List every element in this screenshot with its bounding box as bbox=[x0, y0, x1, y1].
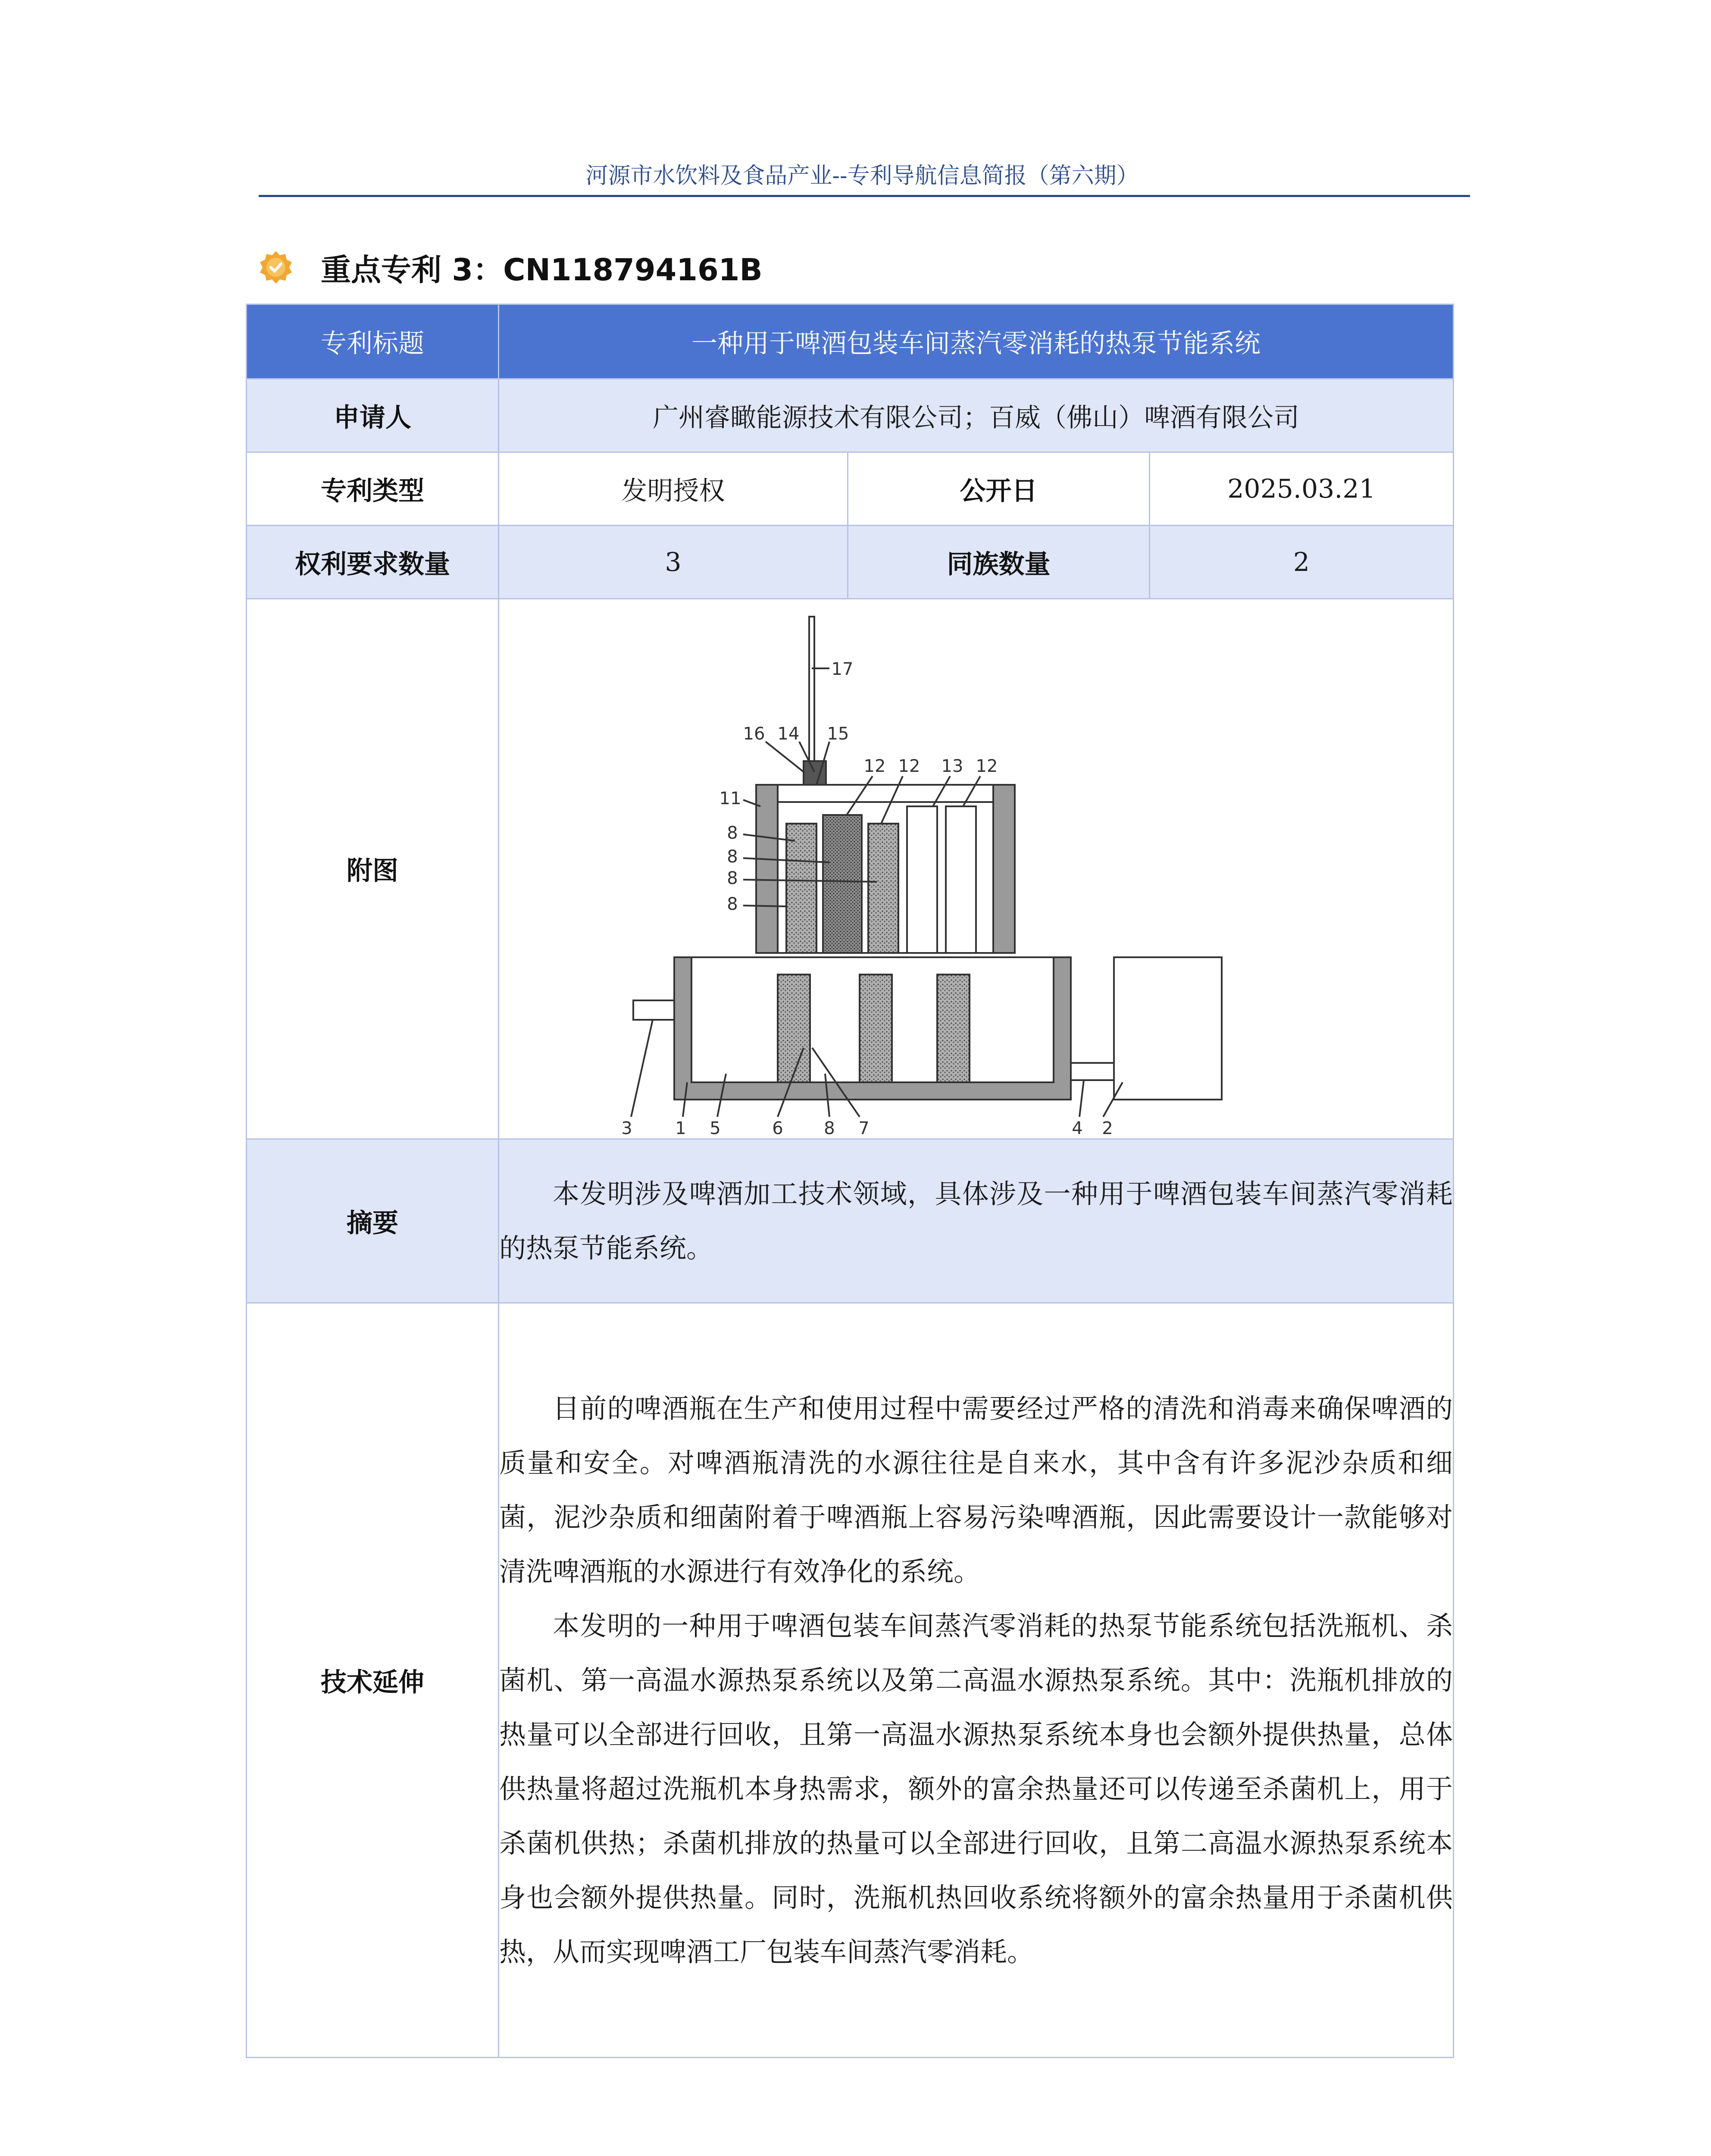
row-abstract bbox=[247, 1139, 1454, 1303]
type-value: 发明授权 bbox=[499, 452, 848, 526]
lower-filter-6 bbox=[778, 975, 810, 1082]
fig-label-8c: 8 bbox=[727, 868, 738, 888]
fig-label-7: 7 bbox=[858, 1119, 870, 1138]
lower-filter-7 bbox=[860, 975, 892, 1082]
tech-label: 技术延伸 bbox=[247, 1303, 499, 2058]
fig-label-6: 6 bbox=[772, 1119, 783, 1138]
fig-label-14: 14 bbox=[777, 724, 800, 744]
fig-label-4: 4 bbox=[1072, 1119, 1083, 1138]
patent-drawing bbox=[502, 599, 1450, 1138]
fig-label-12a: 12 bbox=[863, 756, 886, 776]
figure-cell bbox=[499, 599, 1454, 1139]
filter-column-8c bbox=[868, 824, 898, 953]
family-value: 2 bbox=[1150, 526, 1454, 599]
family-label: 同族数量 bbox=[848, 526, 1150, 599]
fig-label-13: 13 bbox=[941, 756, 963, 776]
fig-label-16: 16 bbox=[743, 724, 765, 744]
fig-label-5: 5 bbox=[710, 1119, 721, 1138]
fig-label-1: 1 bbox=[675, 1119, 686, 1138]
fig-label-15: 15 bbox=[827, 724, 849, 744]
row-claims bbox=[247, 526, 1454, 599]
fig-label-17: 17 bbox=[831, 659, 854, 679]
tech-paragraph-2: 本发明的一种用于啤酒包装车间蒸汽零消耗的热泵节能系统包括洗瓶机、杀菌机、第一高温水源热泵系统以及第二高温水源热泵系统。其中：洗瓶机排放的热量可以全部进行回收，且第一高温水源热泵系统本身也会额外提供热量，总体供热量将超过洗瓶机本身热需求，额外的富余热量还可以传递至杀菌机上，用于杀菌机供热；杀菌机排放的热量可以全部进行回收，且第二高温水源热泵系统本身也会额外提供热量。同时，洗瓶机热回收系统将额外的富余热量用于杀菌机供热，从而实现啤酒工厂包装车间蒸汽零消耗。 bbox=[499, 1610, 1453, 1968]
tech-cell bbox=[499, 1303, 1454, 2058]
top-cover bbox=[778, 785, 993, 802]
type-label: 专利类型 bbox=[247, 452, 499, 526]
fig-label-8a: 8 bbox=[727, 823, 738, 843]
fig-label-3: 3 bbox=[621, 1119, 632, 1138]
fig-label-8b: 8 bbox=[727, 847, 738, 867]
row-tech-extension bbox=[247, 1303, 1454, 2058]
header-rule bbox=[259, 195, 1470, 197]
filter-column-8a bbox=[786, 824, 816, 953]
outlet-pipe-4 bbox=[1071, 1063, 1114, 1080]
applicant-label: 申请人 bbox=[247, 379, 499, 452]
row-patent-type bbox=[247, 452, 1454, 526]
figure-label: 附图 bbox=[247, 599, 499, 1139]
abstract-label: 摘要 bbox=[247, 1139, 499, 1303]
row-figure bbox=[247, 599, 1454, 1139]
applicant-value: 广州睿瞰能源技术有限公司；百威（佛山）啤酒有限公司 bbox=[499, 379, 1454, 452]
section-heading-text: 重点专利 3：CN118794161B bbox=[321, 252, 763, 288]
row-patent-title bbox=[247, 304, 1454, 379]
claims-value: 3 bbox=[499, 526, 848, 599]
pubdate-value: 2025.03.21 bbox=[1150, 452, 1454, 526]
patent-info-table bbox=[246, 304, 1454, 2058]
check-badge-icon bbox=[259, 250, 293, 285]
section-heading bbox=[259, 241, 763, 293]
title-label: 专利标题 bbox=[247, 304, 499, 379]
fig-label-12c: 12 bbox=[976, 756, 998, 776]
row-applicant bbox=[247, 379, 1454, 452]
abstract-cell bbox=[499, 1139, 1454, 1303]
inlet-pipe-3 bbox=[633, 1000, 674, 1020]
fig-label-8e: 8 bbox=[824, 1119, 835, 1138]
fig-label-12b: 12 bbox=[898, 756, 920, 776]
claims-label: 权利要求数量 bbox=[247, 526, 499, 599]
title-value: 一种用于啤酒包装车间蒸汽零消耗的热泵节能系统 bbox=[499, 304, 1454, 379]
external-unit-2 bbox=[1114, 957, 1222, 1100]
fig-label-8d: 8 bbox=[727, 894, 738, 914]
filter-column-8b bbox=[823, 815, 862, 953]
fig-label-11: 11 bbox=[719, 789, 741, 808]
fig-label-2: 2 bbox=[1102, 1119, 1113, 1138]
lower-filter-8 bbox=[937, 975, 970, 1082]
pubdate-label: 公开日 bbox=[848, 452, 1150, 526]
running-header: 河源市水饮料及食品产业--专利导航信息简报（第六期） bbox=[585, 163, 1139, 189]
tech-paragraph-1: 目前的啤酒瓶在生产和使用过程中需要经过严格的清洗和消毒来确保啤酒的质量和安全。对啤酒瓶清洗的水源往往是自来水，其中含有许多泥沙杂质和细菌，泥沙杂质和细菌附着于啤酒瓶上容易污染啤酒瓶，因此需要设计一款能够对清洗啤酒瓶的水源进行有效净化的系统。 bbox=[499, 1392, 1453, 1587]
abstract-text: 本发明涉及啤酒加工技术领域，具体涉及一种用于啤酒包装车间蒸汽零消耗的热泵节能系统。 bbox=[499, 1178, 1453, 1264]
